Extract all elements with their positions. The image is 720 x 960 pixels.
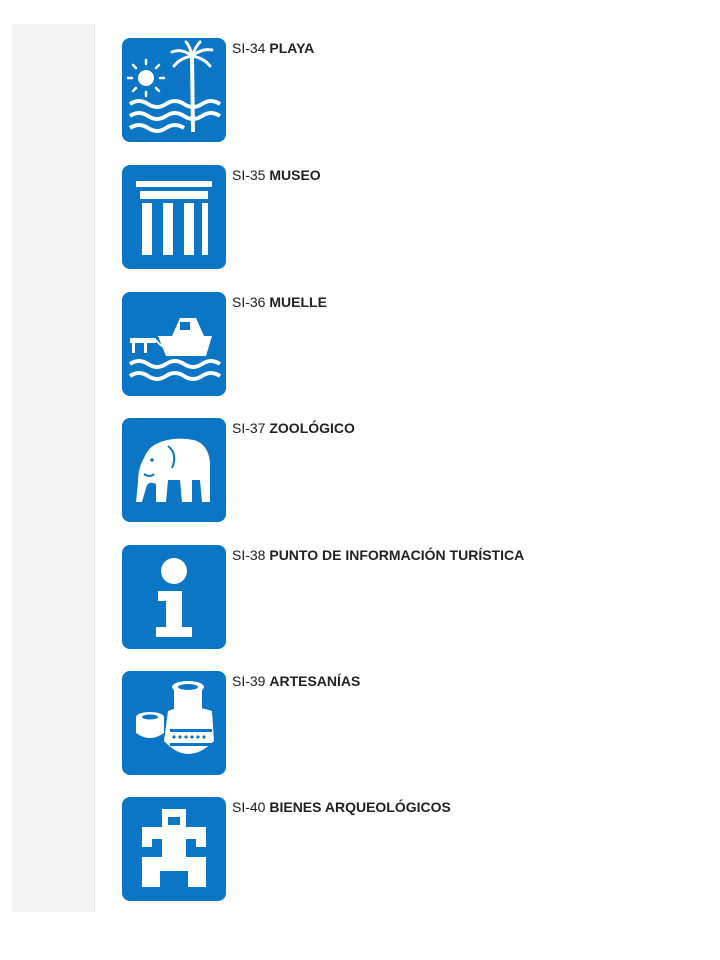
crafts-icon: [122, 671, 226, 775]
sign-item-si-34: [122, 38, 682, 142]
left-sidebar: [12, 24, 95, 912]
sign-item-si-36: [122, 292, 682, 396]
sign-label: SI-38 PUNTO DE INFORMACIÓN TURÍSTICA: [232, 547, 525, 563]
sign-label: SI-36 MUELLE: [232, 294, 327, 310]
sign-item-si-38: [122, 545, 682, 649]
sign-label: SI-35 MUSEO: [232, 167, 321, 183]
sign-label: SI-40 BIENES ARQUEOLÓGICOS: [232, 799, 451, 815]
museum-icon: [122, 165, 226, 269]
sign-label: SI-37 ZOOLÓGICO: [232, 420, 355, 436]
dock-icon: [122, 292, 226, 396]
info-icon: [122, 545, 226, 649]
zoo-icon: [122, 418, 226, 522]
beach-icon: [122, 38, 226, 142]
sign-label: SI-39 ARTESANÍAS: [232, 673, 361, 689]
sign-item-si-35: [122, 165, 682, 269]
archaeology-icon: [122, 797, 226, 901]
sign-item-si-40: [122, 797, 682, 901]
sign-item-si-39: [122, 671, 682, 775]
sign-item-si-37: [122, 418, 682, 522]
sign-label: SI-34 PLAYA: [232, 40, 315, 56]
